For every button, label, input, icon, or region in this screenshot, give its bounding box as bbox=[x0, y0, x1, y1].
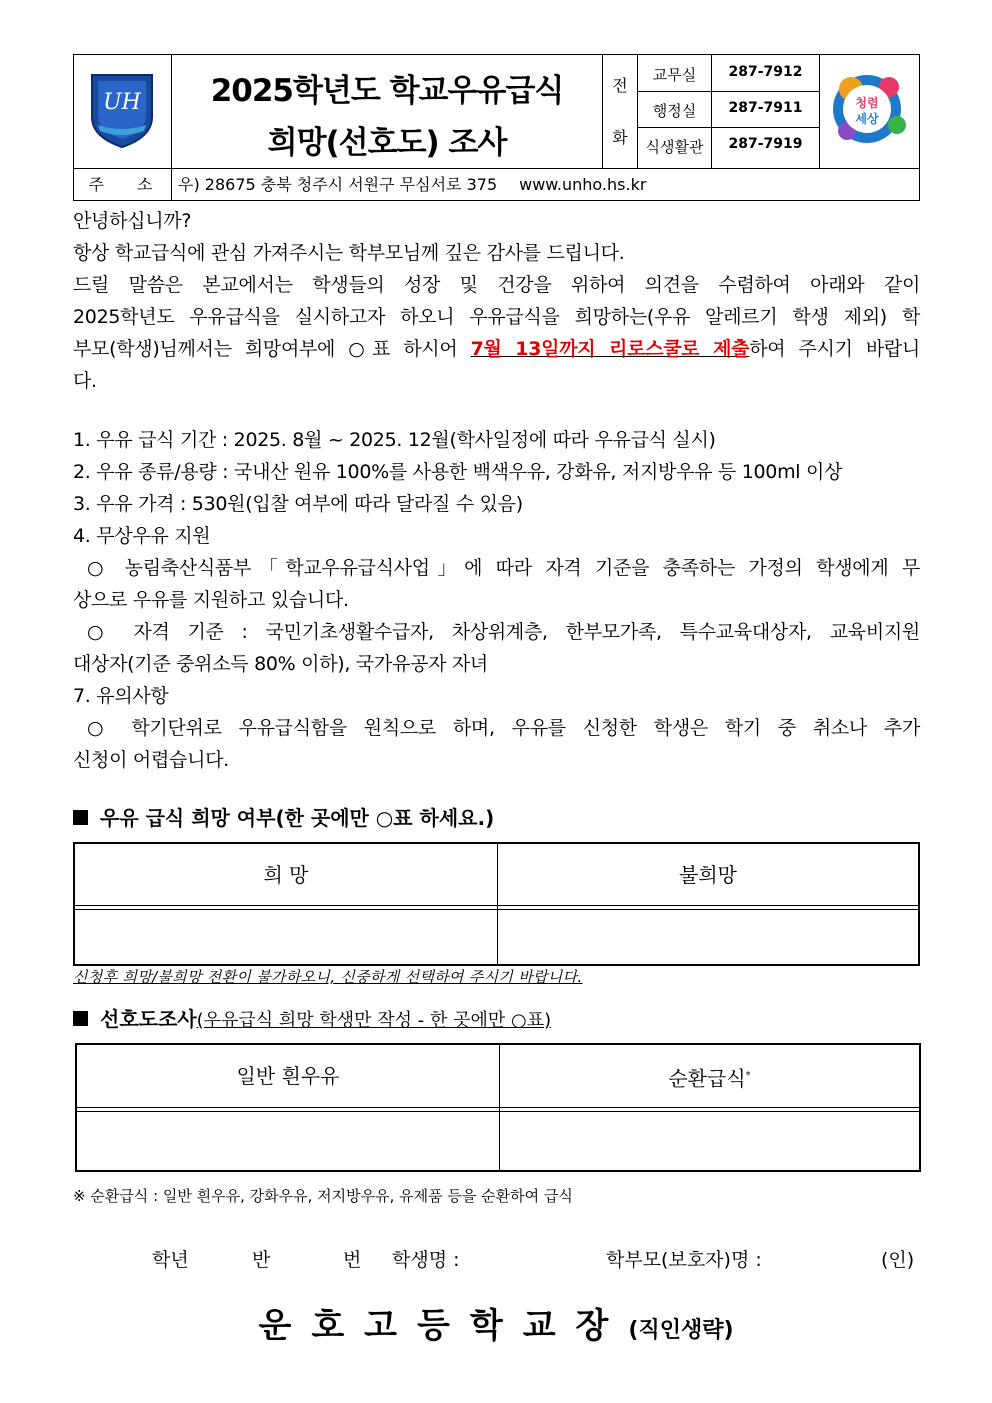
square-bullet-icon bbox=[73, 1011, 88, 1026]
item-eligibility: 대상자(기준 중위소득 80% 이하), 국가유공자 자녀 bbox=[73, 653, 488, 675]
rotation-answer-cell[interactable] bbox=[500, 1111, 919, 1169]
column-header-rotation bbox=[500, 1045, 919, 1107]
divider bbox=[602, 55, 603, 168]
svg-text:청렴: 청렴 bbox=[855, 96, 879, 110]
phone-number: 287-7912 bbox=[728, 64, 803, 80]
address-label: 주 소 bbox=[88, 175, 167, 194]
deadline-highlight: 7월 13일까지 리로스쿨로 제출 bbox=[470, 338, 750, 360]
number-label: 번 bbox=[343, 1249, 362, 1271]
intro-text: 다. bbox=[73, 370, 97, 392]
square-bullet-icon bbox=[73, 810, 88, 825]
phone-number: 287-7911 bbox=[728, 100, 803, 116]
svg-text:UH: UH bbox=[103, 90, 141, 115]
item-free-milk-detail: ○ 농림축산식품부「학교우유급식사업」에 따라 자격 기준을 충족하는 가정의 학생에게 무 bbox=[87, 557, 920, 579]
item-type: 2. 우유 종류/용량 : 국내산 원유 100%를 사용한 백색우유, 강화유, 저지방우유 등 100ml 이상 bbox=[73, 461, 843, 483]
school-logo bbox=[86, 67, 158, 149]
want-answer-cell[interactable] bbox=[75, 909, 497, 964]
svg-text:세상: 세상 bbox=[855, 112, 879, 126]
item-free-milk-detail: 상으로 우유를 지원하고 있습니다. bbox=[73, 589, 349, 611]
address: 우) 28675 충북 청주시 서원구 무심서로 375 bbox=[178, 175, 498, 194]
intro-text: 하여 주시기 바랍니 bbox=[749, 338, 920, 360]
website-link[interactable]: www.unho.hs.kr bbox=[519, 175, 647, 194]
phone-number: 287-7919 bbox=[728, 136, 803, 152]
tel-label: 화 bbox=[612, 128, 628, 147]
column-header-white-milk: 일반 흰우유 bbox=[236, 1064, 340, 1088]
integrity-logo bbox=[827, 65, 915, 155]
intro-deadline-line bbox=[73, 333, 920, 365]
intro-text: 항상 학교급식에 관심 가져주시는 학부모님께 깊은 감사를 드립니다. bbox=[73, 242, 625, 264]
section-preference-title bbox=[73, 1003, 551, 1032]
item-notice-detail: 신청이 어렵습니다. bbox=[73, 749, 229, 771]
intro-text: 드릴 말씀은 본교에서는 학생들의 성장 및 건강을 위하여 의견을 수렴하여 아래와 같이 bbox=[73, 274, 920, 296]
rotation-label: 순환급식 bbox=[668, 1066, 746, 1091]
class-label: 반 bbox=[252, 1249, 271, 1271]
footnote-mark: * bbox=[745, 1070, 751, 1081]
item-notice: 7. 유의사항 bbox=[73, 685, 169, 707]
section-participation-title bbox=[73, 802, 494, 831]
section-title: 선호도조사 bbox=[100, 1007, 197, 1031]
section-subtitle: (우유급식 희망 학생만 작성 - 한 곳에만 ○표) bbox=[196, 1010, 552, 1031]
item-free-milk: 4. 무상우유 지원 bbox=[73, 525, 211, 547]
student-name-label: 학생명 : bbox=[392, 1249, 460, 1271]
phone-dept: 행정실 bbox=[652, 102, 697, 120]
parent-name-label: 학부모(보호자)명 : bbox=[606, 1249, 762, 1271]
divider bbox=[819, 55, 820, 168]
participation-table bbox=[73, 842, 920, 966]
divider bbox=[637, 127, 819, 128]
preference-table bbox=[75, 1043, 921, 1172]
item-price: 3. 우유 가격 : 530원(입찰 여부에 따라 달라질 수 있음) bbox=[73, 493, 523, 515]
item-period: 1. 우유 급식 기간 : 2025. 8월 ~ 2025. 12월(학사일정에 따라 우유급식 실시) bbox=[73, 429, 716, 451]
address-line bbox=[178, 169, 646, 201]
item-notice-detail: ○ 학기단위로 우유급식함을 원칙으로 하며, 우유를 신청한 학생은 학기 중 취소나 추가 bbox=[87, 717, 920, 739]
header-table bbox=[73, 54, 920, 201]
page-title: 2025학년도 학교우유급식 bbox=[210, 73, 564, 109]
not-want-answer-cell[interactable] bbox=[498, 909, 918, 964]
divider bbox=[171, 168, 172, 201]
grade-label: 학년 bbox=[152, 1249, 189, 1271]
intro-text: 2025학년도 우유급식을 실시하고자 하오니 우유급식을 희망하는(우유 알레르기 학생 제외) 학 bbox=[73, 306, 920, 328]
seal-omitted: (직인생략) bbox=[628, 1318, 734, 1343]
tel-label: 전 bbox=[612, 76, 628, 95]
item-eligibility: ○ 자격 기준 : 국민기초생활수급자, 차상위계층, 한부모가족, 특수교육대상자, 교육비지원 bbox=[87, 621, 920, 643]
seal-label: (인) bbox=[881, 1249, 915, 1271]
selection-warning: 신청후 희망/불희망 전환이 불가하오니, 신중하게 선택하여 주시기 바랍니다. bbox=[73, 968, 583, 986]
white-milk-answer-cell[interactable] bbox=[77, 1111, 499, 1169]
phone-dept: 식생활관 bbox=[645, 138, 704, 156]
school-name: 운호고등학교장 bbox=[258, 1306, 629, 1346]
column-header-not-want: 불희망 bbox=[679, 863, 737, 887]
page-subtitle: 희망(선호도) 조사 bbox=[267, 125, 507, 161]
section-title: 우유 급식 희망 여부(한 곳에만 ○표 하세요.) bbox=[100, 806, 495, 830]
rotation-footnote: ※ 순환급식 : 일반 흰우유, 강화우유, 저지방우유, 유제품 등을 순환하여 급식 bbox=[73, 1187, 573, 1205]
intro-text: 부모(학생)님께서는 희망여부에 ○표 하시어 bbox=[73, 338, 471, 360]
greeting: 안녕하십니까? bbox=[73, 210, 192, 232]
phone-dept: 교무실 bbox=[652, 66, 697, 84]
divider bbox=[637, 91, 819, 92]
column-header-want: 희 망 bbox=[263, 863, 309, 887]
school-principal bbox=[0, 1298, 992, 1347]
